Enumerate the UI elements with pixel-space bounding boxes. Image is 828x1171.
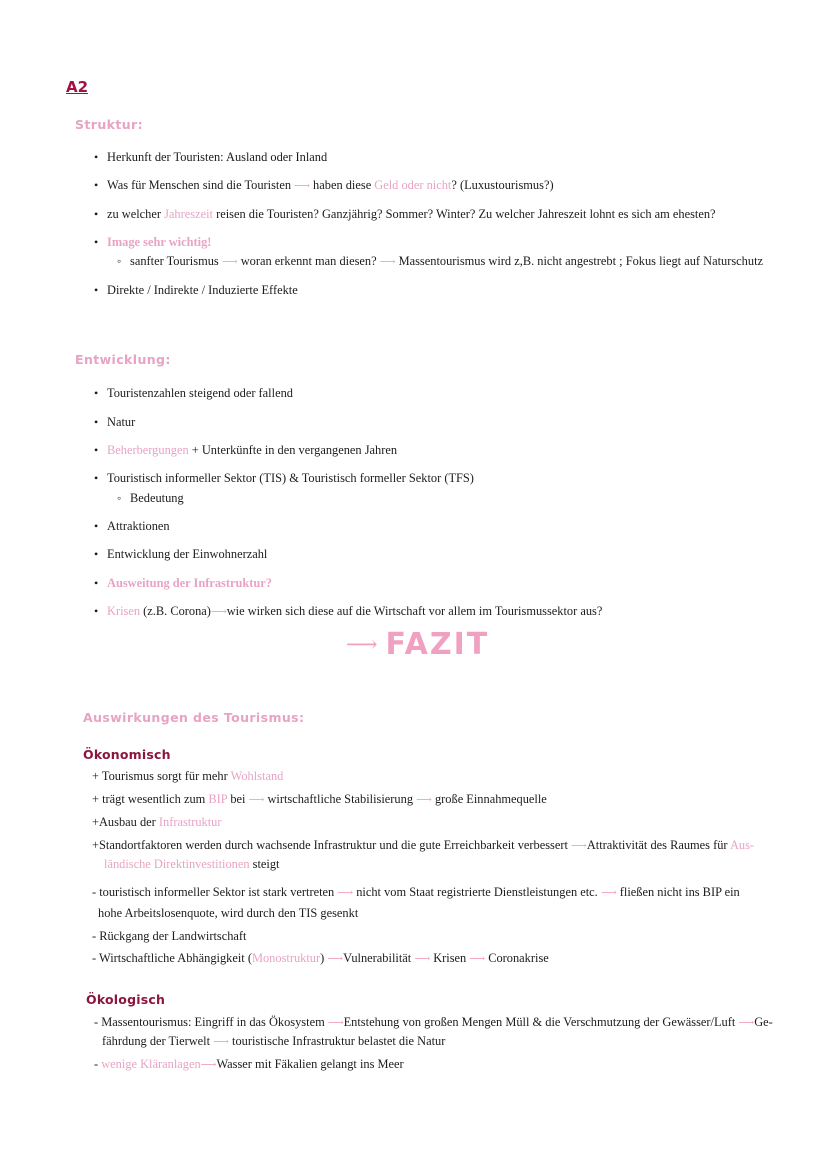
list-item: • Herkunft der Touristen: Ausland oder Inland [107,149,327,165]
text-line: - Rückgang der Landwirtschaft [92,929,247,943]
list-item: ◦ sanfter Tourismus ⟶ woran erkennt man diesen? ⟶ Massentourismus wird z,B. nicht angestrebt ; Fokus liegt auf Naturschutz [130,253,763,270]
list-item: ◦ Bedeutung [130,490,184,506]
list-item: • zu welcher Jahreszeit reisen die Touristen? Ganzjährig? Sommer? Winter? Zu welcher Jahreszeit lohnt es sich am ehesten? [107,206,716,222]
subheading-oekologisch: Ökologisch [86,992,166,1007]
list-item: • Krisen (z.B. Corona)⟶wie wirken sich diese auf die Wirtschaft vor allem im Tourismussektor aus? [107,603,602,620]
list-item: • Was für Menschen sind die Touristen ⟶ haben diese Geld oder nicht? (Luxustourismus?) [107,177,554,194]
arrow-icon: ⟶ [337,887,354,899]
arrow-icon: ⟶ [327,1017,344,1029]
arrow-icon: ⟶ [213,1036,229,1048]
fazit-label: FAZIT [385,627,490,662]
arrow-icon: ⟶ [379,256,396,268]
arrow-icon: ⟶ [210,606,227,618]
arrow-icon: ⟶ [248,794,265,806]
list-item: • Touristenzahlen steigend oder fallend [107,385,293,401]
arrow-icon: ⟶ [416,794,432,806]
list-item: • Ausweitung der Infrastruktur? [107,575,272,591]
text-line: - Massentourismus: Eingriff in das Ökosystem ⟶Entstehung von großen Mengen Müll & die Verschmutzung der Gewässer/Luft ⟶Ge- [94,1015,773,1029]
arrow-icon: ⟶ [738,1017,755,1029]
text-line: fährdung der Tierwelt ⟶ touristische Infrastruktur belastet die Natur [102,1034,446,1048]
arrow-icon: ⟶ [600,887,617,899]
text-line: + Tourismus sorgt für mehr Wohlstand [92,769,284,783]
text-line: - Wirtschaftliche Abhängigkeit (Monostruktur) ⟶Vulnerabilität ⟶ Krisen ⟶ Coronakrise [92,951,549,965]
text-line: - touristisch informeller Sektor ist stark vertreten ⟶ nicht vom Staat registrierte Dienstleistungen etc. ⟶ fließen nicht ins BIP ein [92,885,740,899]
list-item: • Entwicklung der Einwohnerzahl [107,546,267,562]
list-item: • Natur [107,414,135,430]
fazit-callout [346,627,489,662]
arrow-icon: ⟶ [327,953,344,965]
list-item: • Touristisch informeller Sektor (TIS) & Touristisch formeller Sektor (TFS) [107,470,474,486]
arrow-icon: ⟶ [346,631,378,657]
text-line: - wenige Kläranlagen⟶Wasser mit Fäkalien gelangt ins Meer [94,1057,404,1071]
section-heading-auswirkungen: Auswirkungen des Tourismus: [83,710,305,725]
list-item: • Image sehr wichtig! [107,234,211,250]
section-heading-entwicklung: Entwicklung: [75,352,171,367]
text-line: + trägt wesentlich zum BIP bei ⟶ wirtschaftliche Stabilisierung ⟶ große Einnahmequelle [92,792,547,806]
list-item: • Attraktionen [107,518,170,534]
subheading-oekonomisch: Ökonomisch [83,747,171,762]
section-heading-struktur: Struktur: [75,117,143,132]
arrow-icon: ⟶ [294,180,310,192]
text-line: +Standortfaktoren werden durch wachsende Infrastruktur und die gute Erreichbarkeit verbessert ⟶Attraktivität des Raumes für Aus- [92,838,755,852]
list-item: • Direkte / Indirekte / Induzierte Effekte [107,282,298,298]
arrow-icon: ⟶ [469,953,486,965]
list-item: • Beherbergungen + Unterkünfte in den vergangenen Jahren [107,442,397,458]
arrow-icon: ⟶ [571,840,587,852]
arrow-icon: ⟶ [414,953,431,965]
arrow-icon: ⟶ [200,1059,217,1071]
text-line: ländische Direktinvestitionen steigt [104,857,280,871]
text-line: hohe Arbeitslosenquote, wird durch den TIS gesenkt [98,906,359,920]
page-title: A2 [66,78,89,96]
arrow-icon: ⟶ [221,256,238,268]
text-line: +Ausbau der Infrastruktur [92,815,222,829]
